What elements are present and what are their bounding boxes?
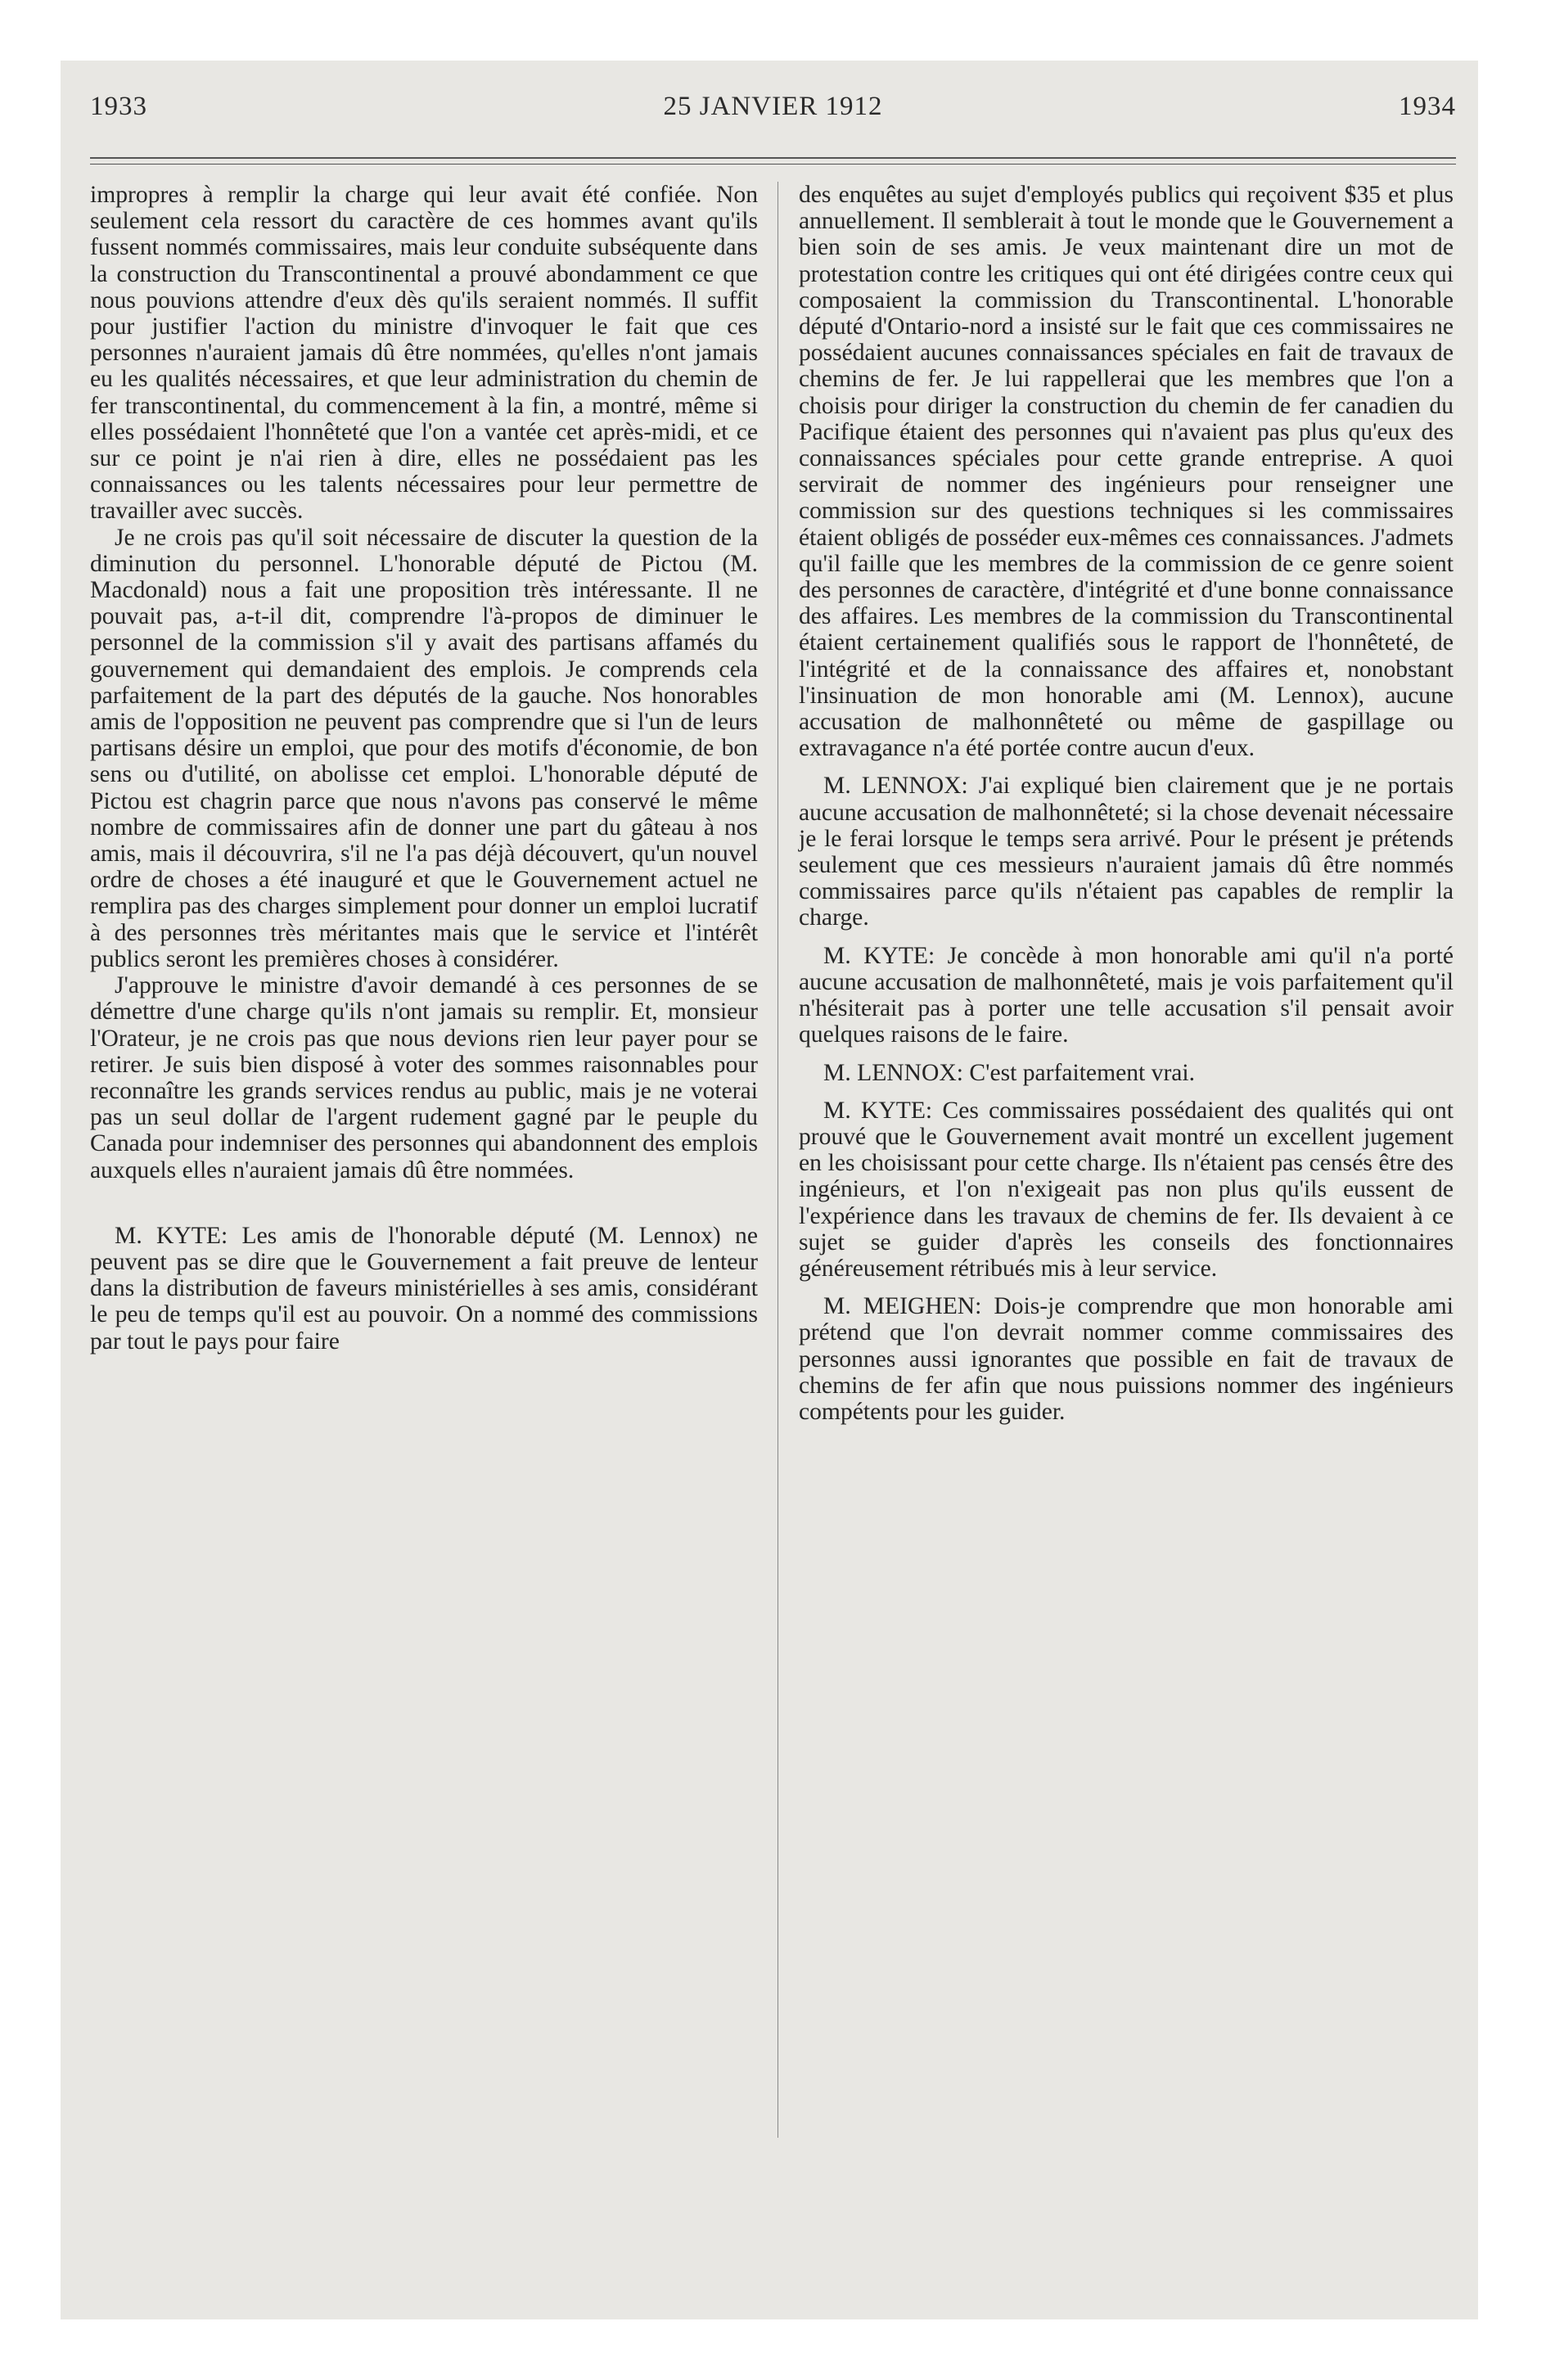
right-column — [799, 182, 1454, 1425]
paragraph: M. LENNOX: J'ai expliqué bien clairement que je ne portais aucune accusation de malhonnêteté; si la chose devenait nécessaire je le ferai lorsque le temps sera arrivé. Pour le présent je prétends seulement que ces messieurs n'auraient jamais dû être nommés commissaires parce qu'ils n'étaient pas capables de remplir la charge. — [799, 773, 1454, 931]
left-page-number: 1933 — [90, 92, 147, 121]
paragraph: Je ne crois pas qu'il soit nécessaire de discuter la question de la diminution du personnel. L'honorable député de Pictou (M. Macdonald) nous a fait une proposition très intéressante. Il ne pouvait pas, a-t-il dit, comprendre l'à-propos de diminuer le personnel de la commission s'il y avait des partisans affamés du gouvernement qui demandaient des emplois. Je comprends cela parfaitement de la part des députés de la gauche. Nos honorables amis de l'opposition ne peuvent pas comprendre que si l'un de leurs partisans désire un emploi, que pour des motifs d'économie, de bon sens ou d'utilité, on abolisse cet emploi. L'honorable député de Pictou est chagrin parce que nous n'avons pas conservé le même nombre de commissaires afin de donner une part du gâteau à nos amis, mais il découvrira, s'il ne l'a pas déjà découvert, qu'un nouvel ordre de choses a été inauguré et que le Gouvernement actuel ne remplira pas des charges simplement pour donner un emploi lucratif à des personnes très méritantes mais que le service et l'intérêt publics seront les premières choses à considérer. — [90, 524, 758, 972]
paragraph: M. LENNOX: C'est parfaitement vrai. — [823, 1059, 1196, 1086]
right-page-number: 1934 — [1399, 92, 1456, 121]
paragraph: M. MEIGHEN: Dois-je comprendre que mon honorable ami prétend que l'on devrait nommer comme commissaires des personnes aussi ignorantes que possible en fait de travaux de chemins de fer afin que nous puissions nommer des ingénieurs compétents pour les guider. — [799, 1293, 1454, 1425]
paragraph: M. KYTE: Je concède à mon honorable ami qu'il n'a porté aucune accusation de malhonnêteté, mais je vois parfaitement qu'il n'hésiterait pas à porter une telle accusation s'il pensait avoir quelques raisons de le faire. — [799, 942, 1454, 1048]
paragraph: J'approuve le ministre d'avoir demandé à ces personnes de se démettre d'une charge qu'ils n'ont jamais su remplir. Et, monsieur l'Orateur, je ne crois pas que nous devions rien leur payer pour se retirer. Je suis bien disposé à voter des sommes raisonnables pour reconnaître les grands services rendus au public, mais je ne voterai pas un seul dollar de l'argent rudement gagné par le peuple du Canada pour indemniser des personnes qui abandonnent des emplois auxquels elles n'auraient jamais dû être nommées. — [90, 972, 758, 1183]
header-rule — [90, 157, 1456, 159]
left-column — [90, 182, 758, 1355]
header-date: 25 JANVIER 1912 — [663, 92, 883, 121]
header-rule-thin — [90, 164, 1456, 165]
page-header — [90, 92, 1456, 141]
paragraph: M. KYTE: Les amis de l'honorable député (M. Lennox) ne peuvent pas se dire que le Gouvernement a fait preuve de lenteur dans la distribution de faveurs ministérielles à ses amis, considérant le peu de temps qu'il est au pouvoir. On a nommé des commissions par tout le pays pour faire — [90, 1222, 758, 1355]
paragraph: impropres à remplir la charge qui leur avait été confiée. Non seulement cela ressort du caractère de ces hommes avant qu'ils fussent nommés commissaires, mais leur conduite subséquente dans la construction du Transcontinental a prouvé abondamment ce que nous pouvions attendre d'eux dès qu'ils seraient nommés. Il suffit pour justifier l'action du ministre d'invoquer le fait que ces personnes n'auraient jamais dû être nommées, qu'elles n'ont jamais eu les qualités nécessaires, et que leur administration du chemin de fer transcontinental, du commencement à la fin, a montré, même si elles possédaient l'honnêteté que l'on a vantée cet après-midi, et ce sur ce point je n'ai rien à dire, elles ne possédaient pas les connaissances ou les talents nécessaires pour leur permettre de travailler avec succès. — [90, 182, 758, 525]
paragraph: M. KYTE: Ces commissaires possédaient des qualités qui ont prouvé que le Gouvernement avait montré un excellent jugement en les choisissant pour cette charge. Ils n'étaient pas censés être des ingénieurs, et l'on n'exigeait pas non plus qu'ils eussent de l'expérience dans les travaux de chemins de fer. Ils devaient à ce sujet se guider d'après les conseils des fonctionnaires généreusement rétribués mis à leur service. — [799, 1097, 1454, 1282]
paragraph: des enquêtes au sujet d'employés publics qui reçoivent $35 et plus annuellement. Il semblerait à tout le monde que le Gouvernement a bien soin de ses amis. Je veux maintenant dire un mot de protestation contre les critiques qui ont été dirigées contre ceux qui composaient la commission du Transcontinental. L'honorable député d'Ontario-nord a insisté sur le fait que ces commissaires ne possédaient aucunes connaissances spéciales en fait de travaux de chemins de fer. Je lui rappellerai que les membres que l'on a choisis pour diriger la construction du chemin de fer canadien du Pacifique étaient des personnes qui n'avaient pas plus qu'eux des connaissances spéciales pour cette grande entreprise. A quoi servirait de nommer des ingénieurs pour renseigner une commission sur des questions techniques si les commissaires étaient obligés de posséder eux-mêmes ces connaissances. J'admets qu'il faille que les membres de la commission de ce genre soient des personnes de caractère, d'intégrité et d'une bonne connaissance des affaires. Les membres de la commission du Transcontinental étaient certainement qualifiés sous le rapport de l'honnêteté, de l'intégrité et de la connaissance des affaires et, nonobstant l'insinuation de mon honorable ami (M. Lennox), aucune accusation de malhonnêteté ou même de gaspillage ou extravagance n'a été portée contre aucun d'eux. — [799, 182, 1454, 762]
